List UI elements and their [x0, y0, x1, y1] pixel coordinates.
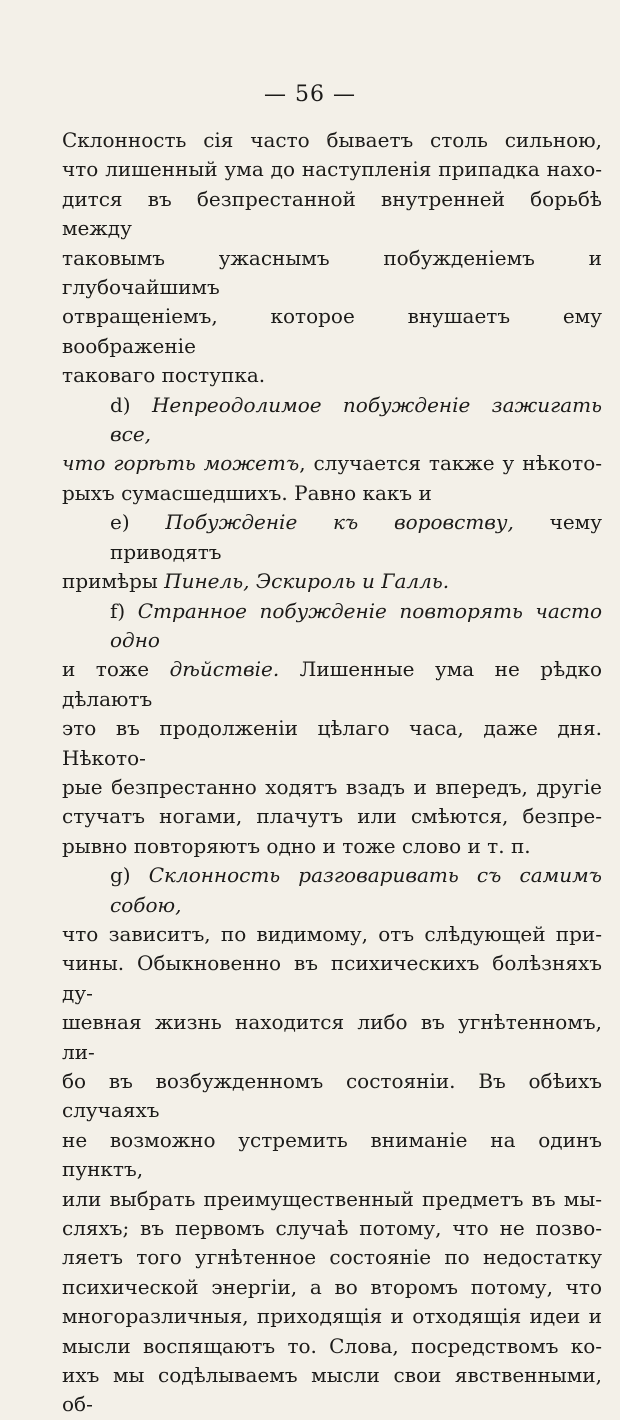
line-text: таковаго поступка.: [62, 363, 266, 388]
text-line: [62, 1273, 602, 1302]
text-line: [62, 861, 602, 920]
line-text: дится въ безпрестанной внутренней борьбѣ между: [62, 186, 602, 241]
text-line: [62, 920, 602, 949]
italic-phrase: Непреодолимое побужденіе зажигать все,: [110, 392, 602, 447]
line-text: , случается также у нѣкото-: [299, 451, 602, 476]
line-text: или выбрать преимущественный предметъ въ мы-: [62, 1186, 602, 1211]
text-line: [62, 1214, 602, 1243]
italic-phrase: что горѣть можетъ: [62, 451, 300, 476]
text-line: [62, 714, 602, 773]
text-line: [62, 1185, 602, 1214]
line-text: рыхъ сумасшедшихъ. Равно какъ и: [62, 480, 432, 505]
text-line: [62, 1302, 602, 1331]
text-line: [62, 361, 602, 390]
text-line: [62, 567, 602, 596]
text-line: [62, 391, 602, 450]
line-text: отвращеніемъ, которое внушаетъ ему воображеніе: [62, 304, 602, 358]
text-line: [62, 1243, 602, 1272]
line-text: f): [110, 598, 138, 623]
line-text: чины. Обыкновенно въ психическихъ болѣзняхъ ду-: [62, 951, 602, 1005]
text-line: [62, 155, 602, 184]
body-text: [62, 126, 602, 1420]
italic-phrase: Пинель, Эскироль и Галль.: [164, 569, 450, 594]
line-text: шевная жизнь находится либо въ угнѣтенномъ, ли-: [62, 1010, 602, 1064]
text-line: [62, 1126, 602, 1185]
line-text: ихъ мы содѣлываемъ мысли свои явственными, об-: [62, 1363, 602, 1417]
line-text: рые безпрестанно ходятъ взадъ и впередъ, другіе: [62, 774, 602, 799]
text-line: [62, 508, 602, 567]
page-number: — 56 —: [264, 82, 356, 107]
line-text: таковымъ ужаснымъ побужденіемъ и глубочайшимъ: [62, 245, 602, 300]
line-text: не возможно устремить вниманіе на одинъ пунктъ,: [62, 1127, 602, 1182]
text-line: [62, 1008, 602, 1067]
line-text: Лишенные ума не рѣдко дѣлаютъ: [62, 657, 602, 711]
line-text: что лишенный ума до наступленія припадка нахо-: [62, 157, 602, 182]
text-line: [62, 185, 602, 244]
text-line: [62, 655, 602, 714]
text-line: [62, 949, 602, 1008]
text-line: [62, 479, 602, 508]
line-text: Склонность сія часто бываетъ столь сильною,: [62, 128, 602, 152]
line-text: g): [110, 863, 149, 888]
text-line: [62, 126, 602, 155]
line-text: бо въ возбужденномъ состояніи. Въ обѣихъ случаяхъ: [62, 1069, 602, 1123]
text-line: [62, 1361, 602, 1420]
line-text: многоразличныя, приходящія и отходящія идеи и: [62, 1304, 602, 1329]
line-text: стучатъ ногами, плачутъ или смѣются, безпре-: [62, 804, 602, 829]
italic-phrase: дѣйствіе.: [169, 657, 280, 682]
line-text: чему приводятъ: [110, 510, 602, 564]
text-line: [62, 302, 602, 361]
line-text: примѣры: [62, 569, 165, 594]
line-text: d): [110, 392, 152, 417]
text-line: [62, 1067, 602, 1126]
line-text: e): [110, 510, 166, 535]
line-text: это въ продолженіи цѣлаго часа, даже дня. Нѣкото-: [62, 716, 602, 770]
line-text: и тоже: [62, 657, 170, 682]
text-line: [62, 1332, 602, 1361]
line-text: ляетъ того угнѣтенное состояніе по недостатку: [62, 1245, 602, 1270]
line-text: рывно повторяютъ одно и тоже слово и т. п.: [62, 833, 531, 858]
text-line: [62, 802, 602, 831]
italic-phrase: Побужденіе къ воровству,: [165, 510, 514, 535]
text-line: [62, 244, 602, 303]
text-line: [62, 449, 602, 478]
italic-phrase: Странное побужденіе повторять часто одно: [110, 598, 603, 652]
line-text: психической энергіи, а во второмъ потому, что: [62, 1274, 602, 1299]
italic-phrase: Склонность разговаривать съ самимъ собою,: [110, 863, 602, 917]
text-line: [62, 832, 602, 861]
line-text: сляхъ; въ первомъ случаѣ потому, что не позво-: [62, 1216, 602, 1241]
text-line: [62, 773, 602, 802]
line-text: что зависитъ, по видимому, отъ слѣдующей при-: [62, 921, 602, 946]
text-line: [62, 597, 602, 656]
line-text: мысли воспящаютъ то. Слова, посредствомъ ко-: [62, 1333, 602, 1358]
